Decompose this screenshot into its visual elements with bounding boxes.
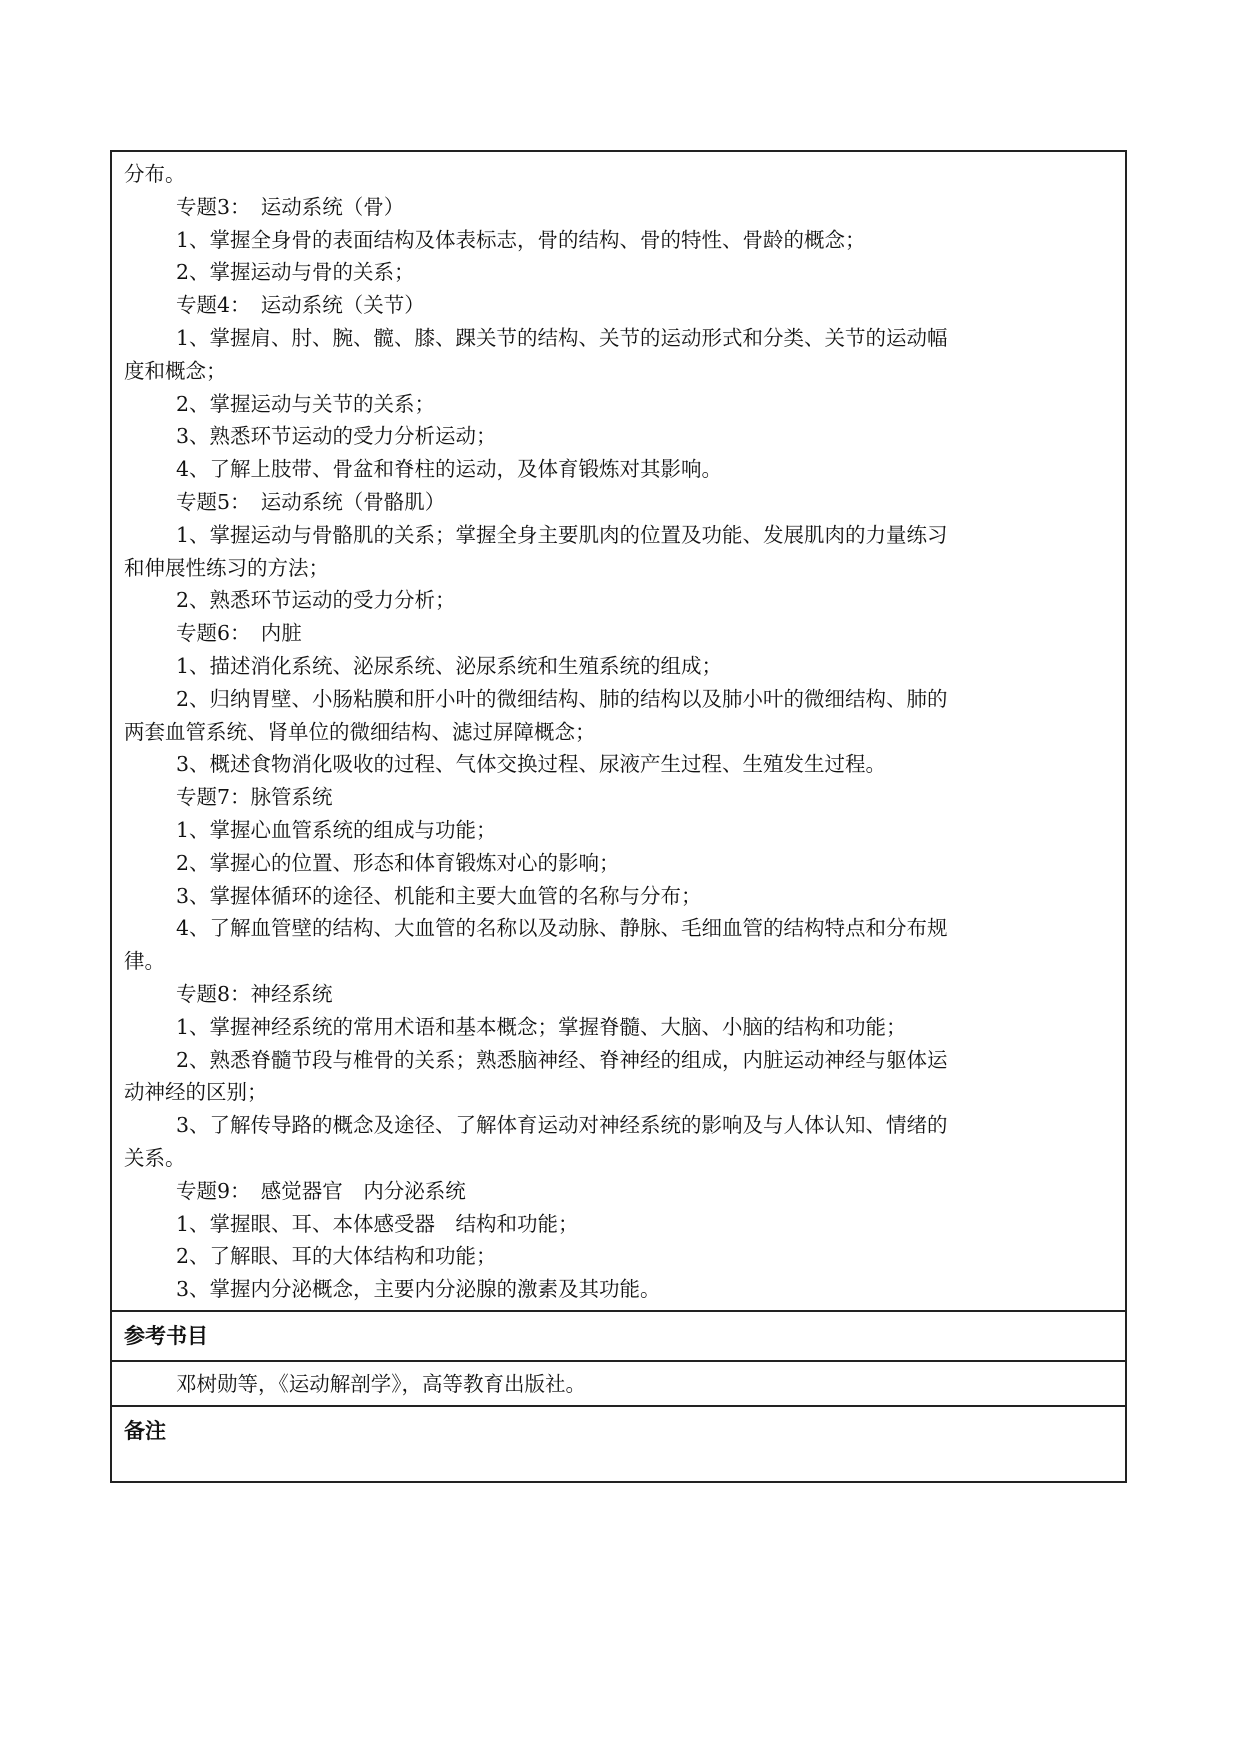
- text-line: 两套血管系统、肾单位的微细结构、滤过屏障概念；: [124, 719, 596, 744]
- text-line: 3、了解传导路的概念及途径、了解体育运动对神经系统的影响及与人体认知、情绪的: [176, 1113, 948, 1138]
- text-line: 2、归纳胃壁、小肠粘膜和肝小叶的微细结构、肺的结构以及肺小叶的微细结构、肺的: [176, 686, 948, 711]
- topic-heading: 专题7：脉管系统: [176, 785, 333, 810]
- text-line: 4、了解上肢带、骨盆和脊柱的运动，及体育锻炼对其影响。: [176, 457, 723, 482]
- references-cell: [112, 1362, 1125, 1407]
- text-line: 关系。: [124, 1145, 186, 1170]
- text-line: 度和概念；: [124, 358, 227, 383]
- text-line: 2、掌握运动与骨的关系；: [176, 260, 415, 285]
- topic-heading: 专题9： 感觉器官 内分泌系统: [176, 1178, 466, 1203]
- text-line: 2、掌握运动与关节的关系；: [176, 391, 436, 416]
- topic-heading: 专题6： 内脏: [176, 621, 302, 646]
- text-line: 3、概述食物消化吸收的过程、气体交换过程、尿液产生过程、生殖发生过程。: [176, 752, 887, 777]
- text-line: 和伸展性练习的方法；: [124, 555, 329, 580]
- references-text: 邓树勋等，《运动解剖学》，高等教育出版社。: [176, 1371, 586, 1396]
- text-line: 1、掌握肩、肘、腕、髋、膝、踝关节的结构、关节的运动形式和分类、关节的运动幅: [176, 325, 948, 350]
- text-line: 2、熟悉环节运动的受力分析；: [176, 588, 456, 613]
- text-line: 2、熟悉脊髓节段与椎骨的关系；熟悉脑神经、脊神经的组成，内脏运动神经与躯体运: [176, 1047, 948, 1072]
- text-line: 动神经的区别；: [124, 1080, 268, 1105]
- topic-heading: 专题5： 运动系统（骨骼肌）: [176, 489, 446, 514]
- text-line: 2、掌握心的位置、形态和体育锻炼对心的影响；: [176, 850, 620, 875]
- text-line: 1、掌握心血管系统的组成与功能；: [176, 817, 497, 842]
- topics-cell: [112, 152, 1125, 1312]
- text-line: 4、了解血管壁的结构、大血管的名称以及动脉、静脉、毛细血管的结构特点和分布规: [176, 916, 948, 941]
- text-line: 2、了解眼、耳的大体结构和功能；: [176, 1244, 497, 1269]
- text-line: 律。: [124, 949, 165, 974]
- text-line: 1、掌握全身骨的表面结构及体表标志，骨的结构、骨的特性、骨龄的概念；: [176, 227, 866, 252]
- text-line: 3、熟悉环节运动的受力分析运动；: [176, 424, 497, 449]
- text-line: 1、掌握眼、耳、本体感受器 结构和功能；: [176, 1211, 579, 1236]
- notes-heading: 备注: [124, 1418, 166, 1443]
- text-line: 分布。: [124, 162, 186, 186]
- text-line: 3、掌握体循环的途径、机能和主要大血管的名称与分布；: [176, 883, 702, 908]
- topic-heading: 专题3： 运动系统（骨）: [176, 194, 405, 219]
- topic-heading: 专题4： 运动系统（关节）: [176, 293, 425, 318]
- text-line: 1、掌握运动与骨骼肌的关系；掌握全身主要肌肉的位置及功能、发展肌肉的力量练习: [176, 522, 948, 547]
- text-line: 3、掌握内分泌概念，主要内分泌腺的激素及其功能。: [176, 1277, 661, 1302]
- text-line: 1、描述消化系统、泌尿系统、泌尿系统和生殖系统的组成；: [176, 653, 723, 678]
- text-line: 1、掌握神经系统的常用术语和基本概念；掌握脊髓、大脑、小脑的结构和功能；: [176, 1014, 907, 1039]
- syllabus-table: [110, 150, 1127, 1483]
- topic-heading: 专题8：神经系统: [176, 981, 333, 1006]
- references-heading: 参考书目: [112, 1312, 1125, 1362]
